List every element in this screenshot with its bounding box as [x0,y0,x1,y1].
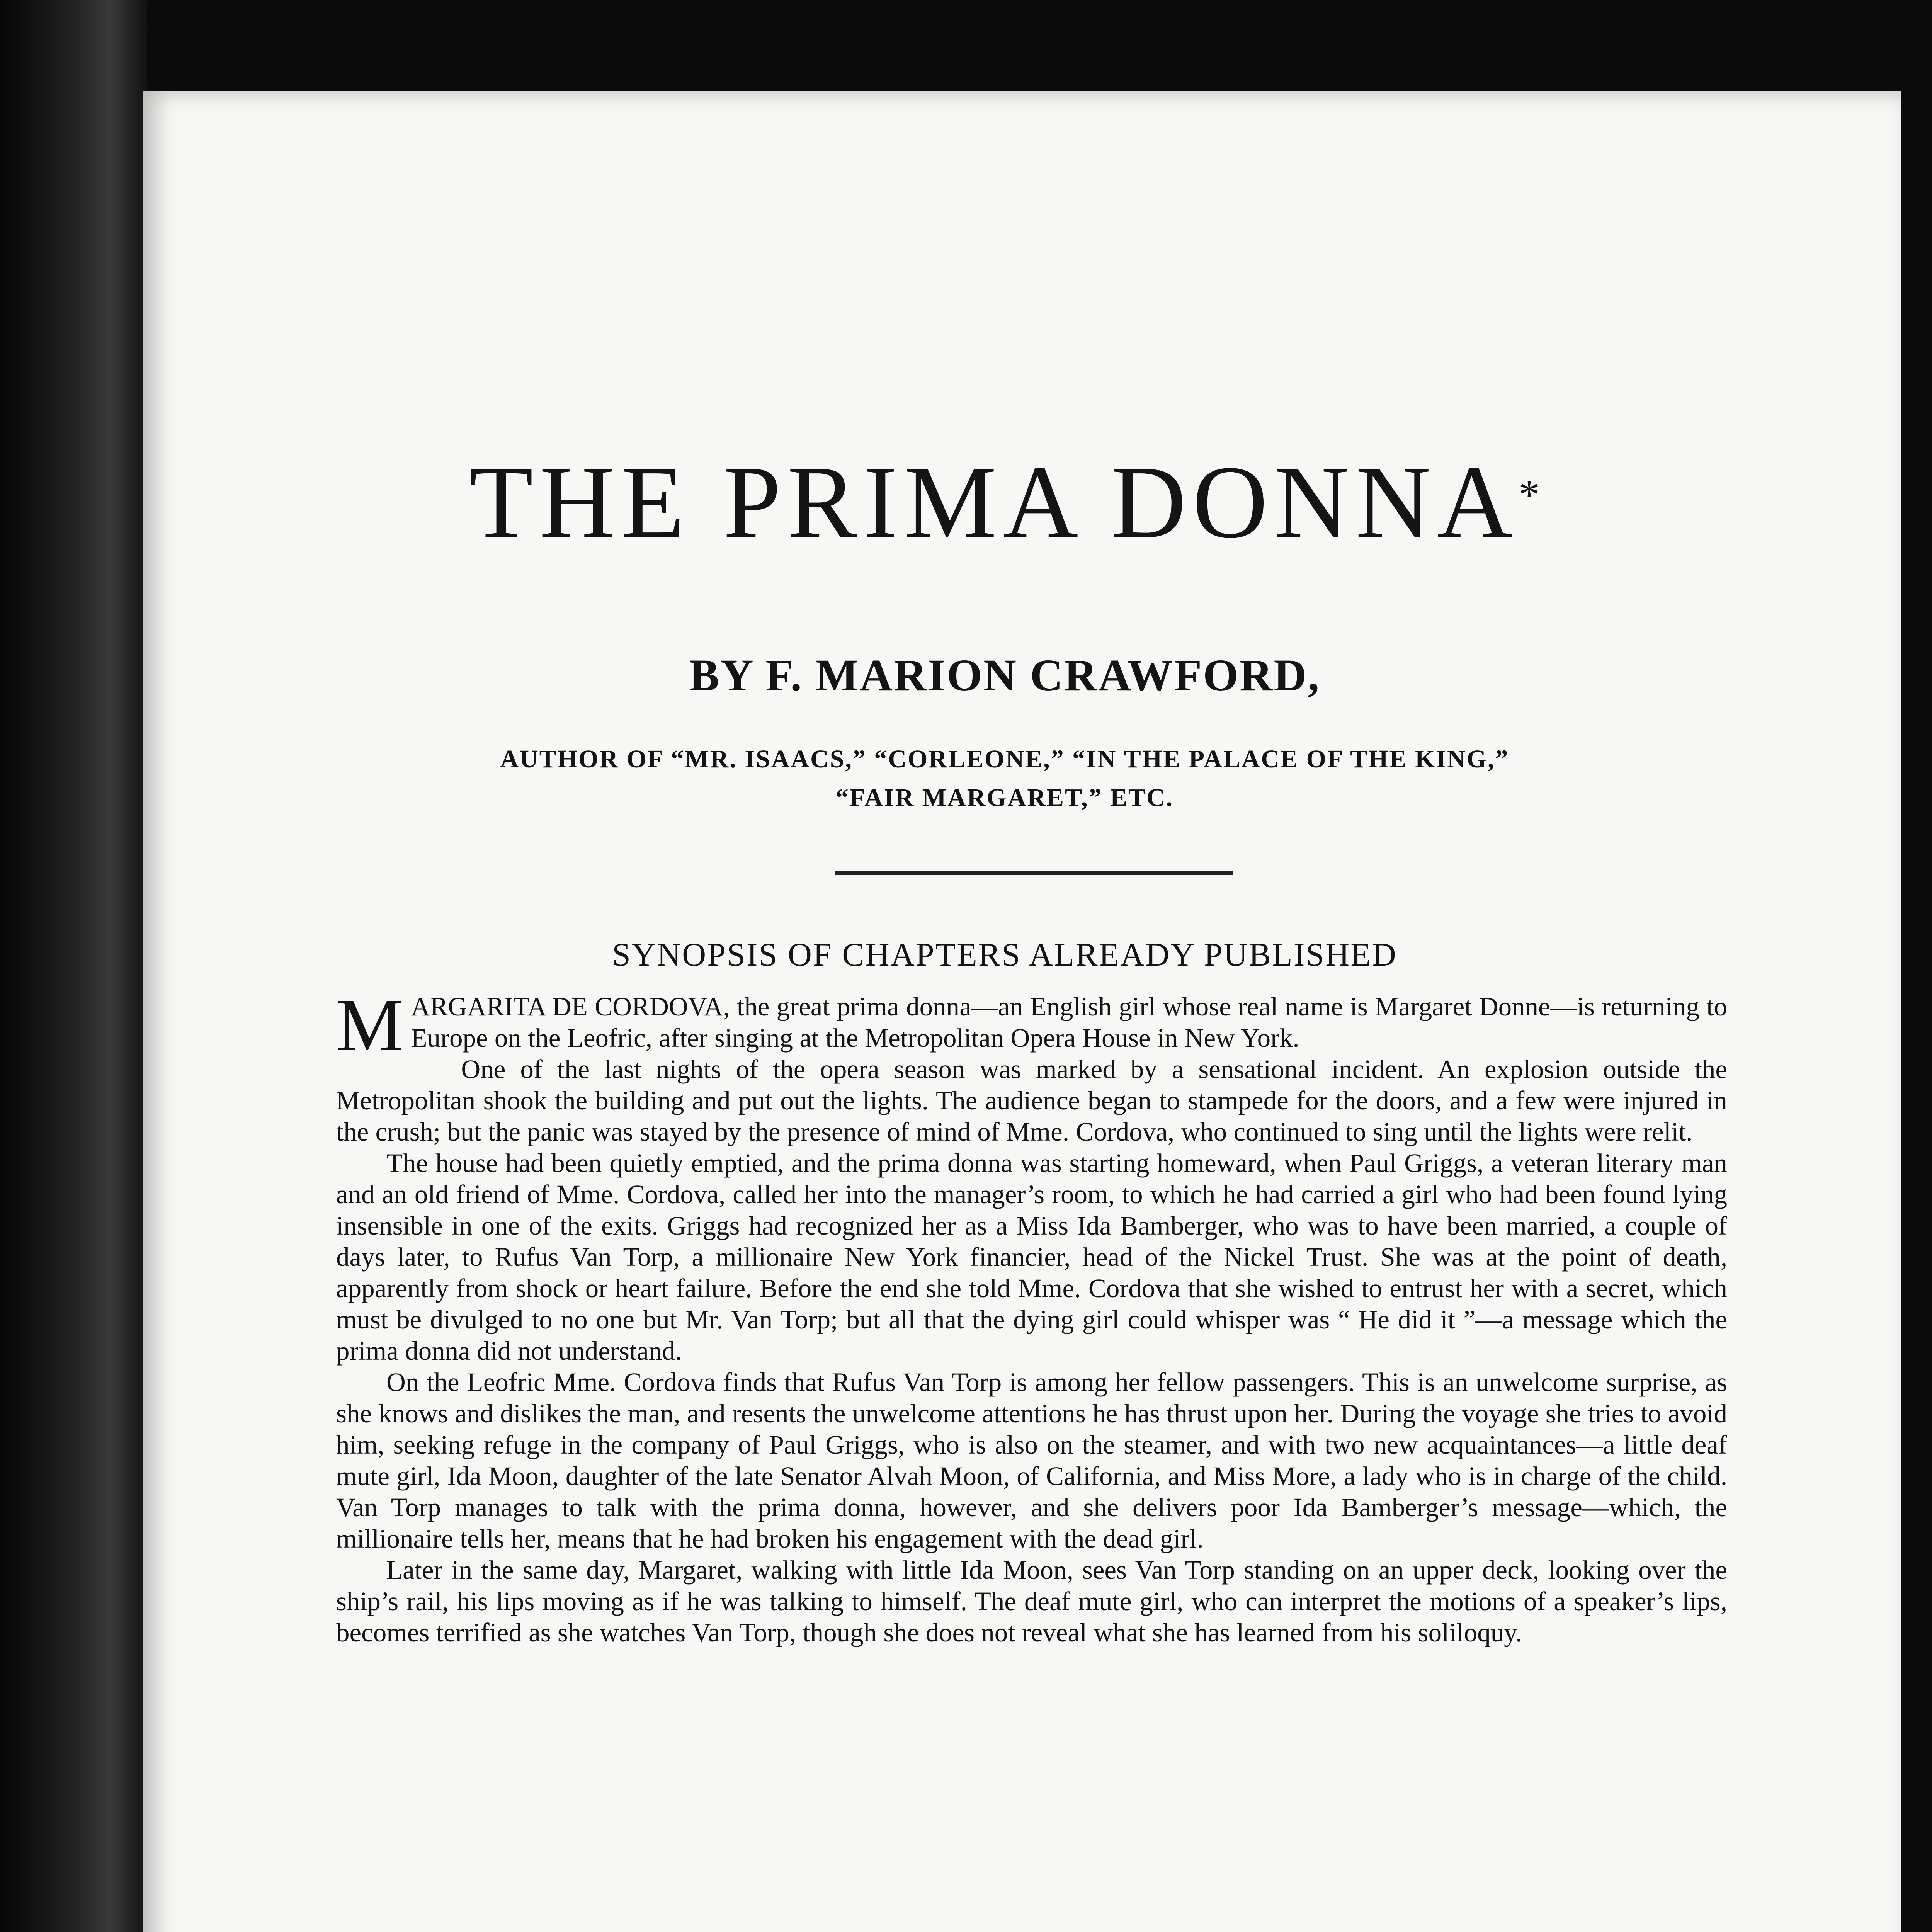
synopsis-paragraph: On the Leofric Mme. Cordova finds that Rufus Van Torp is among her fellow passengers. This is an unwelcome surprise, as she knows and dislikes the man, and resents the unwelcome attentions he has thrust upon her. During the voyage she tries to avoid him, seeking refuge in the company of Paul Griggs, who is also on the steamer, and with two new acquaintances—a little deaf mute girl, Ida Moon, daughter of the late Senator Alvah Moon, of California, and Miss More, a lady who is in charge of the child. Van Torp manages to talk with the prima donna, however, and she delivers poor Ida Bamberger’s message—which, the millionaire tells her, means that he had broken his engagement with the dead girl. [336,1367,1727,1553]
synopsis-drop-cap: M [336,983,403,1067]
title-text: THE PRIMA DONNA [469,444,1519,560]
book-binding-shadow [0,0,147,1932]
synopsis-paragraph: One of the last nights of the opera season was marked by a sensational incident. An explosion outside the Metropolitan shook the building and put out the lights. The audience began to stampede for the doors, and a few were injured in the crush; but the panic was stayed by the presence of mind of Mme. Cordova, who continued to sing until the lights were relit. [336,1054,1727,1146]
synopsis-heading: SYNOPSIS OF CHAPTERS ALREADY PUBLISHED [612,936,1397,973]
synopsis-paragraph: Later in the same day, Margaret, walking with little Ida Moon, sees Van Torp standing on an upper deck, looking over the ship’s rail, his lips moving as if he was talking to himself. The deaf mute girl, who can interpret the motions of a speaker’s lips, becomes terrified as she watches Van Torp, though she does not reveal what she has learned from his soliloquy. [336,1555,1727,1647]
synopsis-paragraph [336,983,1727,1067]
author-works: AUTHOR OF “MR. ISAACS,” “CORLEONE,” “IN THE PALACE OF THE KING,” “FAIR MARGARET,” ETC. [500,745,1509,812]
synopsis-text [336,983,1727,1648]
synopsis-paragraph-text: ARGARITA DE CORDOVA, the great prima donna—an English girl whose real name is Margaret Donne—is returning to Europe on the Leofric, after singing at the Metropolitan Opera House in New York. [411,992,1727,1053]
synopsis-paragraph: The house had been quietly emptied, and the prima donna was starting homeward, when Paul Griggs, a veteran literary man and an old friend of Mme. Cordova, called her into the manager’s room, to which he had carried a girl who had been found lying insensible in one of the exits. Griggs had recognized her as a Miss Ida Bamberger, who was to have been married, a couple of days later, to Rufus Van Torp, a millionaire New York financier, head of the Nickel Trust. She was at the point of death, apparently from shock or heart failure. Before the end she told Mme. Cordova that she wished to entrust her with a secret, which must be divulged to no one but Mr. Van Torp; but all that the dying girl could whisper was “ He did it ”—a message which the prima donna did not understand. [336,1148,1727,1366]
title-footnote-mark: * [1519,471,1540,518]
article-title [270,444,1739,560]
divider-top [835,871,1233,875]
byline: BY F. MARION CRAWFORD, [689,650,1320,701]
